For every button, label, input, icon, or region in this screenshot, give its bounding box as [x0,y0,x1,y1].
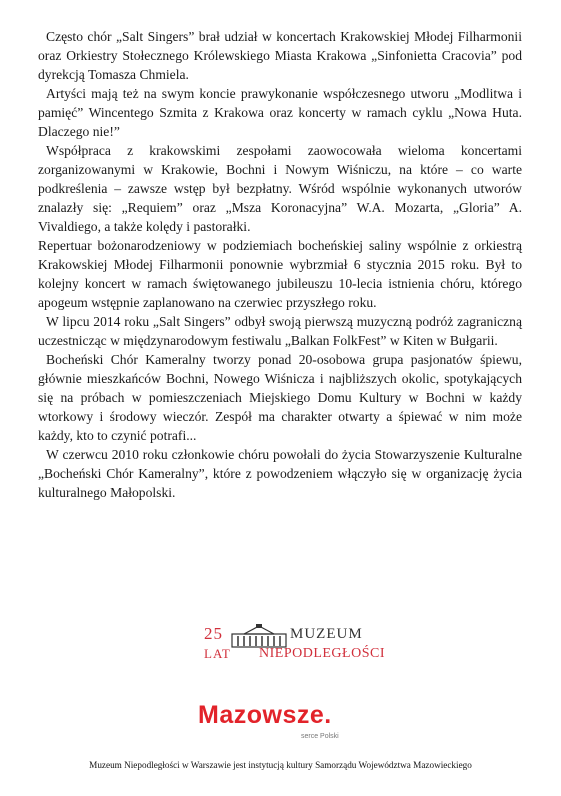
mazowsze-word: Mazowsze. [198,701,332,729]
mazowsze-logo [196,701,366,747]
paragraph-6: Bocheński Chór Kameralny tworzy ponad 20-osobowa grupa pasjonatów śpiewu, głównie mieszkańców Bochni, Nowego Wiśnicza i najbliższych okolic, spotykających się na próbach w pomieszczeniach Miejskiego Domu Kultury w Bochni w każdy wtorkowy i środowy wieczór. Zespół ma charakter otwarty a śpiewać w nim może każdy, kto to czynić potrafi... [38,352,522,443]
footer-note: Muzeum Niepodległości w Warszawie jest instytucją kultury Samorządu Województwa Mazowieckiego [89,760,472,770]
paragraph-7: W czerwcu 2010 roku członkowie chóru powołali do życia Stowarzyszenie Kulturalne „Bocheński Chór Kameralny”, które z powodzeniem włączyło się w organizację życia kulturalnego Małopolski. [38,447,522,500]
body-text [38,27,522,502]
museum-building-icon [230,624,288,648]
logo-years: 25 [204,624,223,643]
logo-muzeum: MUZEUM [290,626,363,642]
museum-logo [200,622,385,670]
paragraph-3: Współpraca z krakowskimi zespołami zaowocowała wieloma koncertami zorganizowanymi w Krakowie, Bochni i Nowym Wiśniczu, na które – co warte podkreślenia – zawsze wstęp był bezpłatny. Wśród wspólnie wykonanych utworów znalazły się: „Requiem” oraz „Msza Koronacyjna” W.A. Mozarta, „Gloria” A. Vivaldiego, a także kolędy i pastorałki. [38,143,522,234]
logo-lat: LAT [204,646,231,661]
paragraph-1: Często chór „Salt Singers” brał udział w koncertach Krakowskiej Młodej Filharmonii oraz Orkiestry Stołecznego Królewskiego Miasta Krakowa „Sinfonietta Cracovia” pod dyrekcją Tomasza Chmiela. [38,29,522,82]
mazowsze-tagline: serce Polski [301,733,339,740]
paragraph-4: Repertuar bożonarodzeniowy w podziemiach bocheńskiej saliny wspólnie z orkiestrą Krakowskiej Młodej Filharmonii ponownie wybrzmiał 6 stycznia 2015 roku. Był to kolejny koncert w ramach świętowanego jubileuszu 10-lecia istnienia chóru, którego apogeum wstępnie zaplanowano na czerwiec przyszłego roku. [38,238,522,310]
logo-niepodleglosci: NIEPODLEGŁOŚCI [259,646,385,661]
paragraph-2: Artyści mają też na swym koncie prawykonanie współczesnego utworu „Modlitwa i pamięć” Wincentego Szmita z Krakowa oraz koncerty w ramach cyklu „Nowa Huta. Dlaczego nie!” [38,86,522,139]
paragraph-5: W lipcu 2014 roku „Salt Singers” odbył swoją pierwszą muzyczną podróż zagraniczną uczestnicząc w międzynarodowym festiwalu „Balkan FolkFest” w Kiten w Bułgarii. [38,314,522,348]
